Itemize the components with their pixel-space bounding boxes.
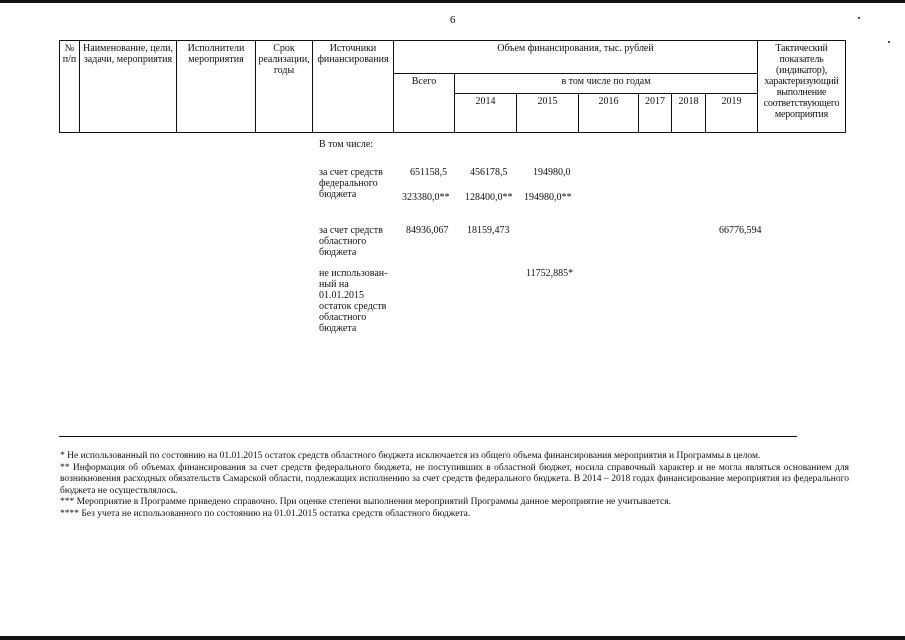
financing-table-header xyxy=(59,40,846,133)
federal-2015: 194980,0 xyxy=(533,167,571,178)
federal-label: за счет средств федерального бюджета xyxy=(319,167,383,200)
regional-2019: 66776,594 xyxy=(719,225,762,236)
scan-speck xyxy=(888,41,890,43)
col-sources: Источники финансирования xyxy=(313,41,394,133)
col-volume: Объем финансирования, тыс. рублей xyxy=(394,41,758,74)
footnote-rule xyxy=(59,436,797,437)
footnote-1: * Не использованный по состоянию на 01.01.2015 остаток средств областного бюджета исключается из общего объема финансирования мероприятия и Программы в целом. xyxy=(60,451,761,461)
col-term: Срок реализации, годы xyxy=(256,41,313,133)
col-num: № п/п xyxy=(60,41,80,133)
footnote-4: **** Без учета не использованного по состоянию на 01.01.2015 остатка средств областного бюджета. xyxy=(60,508,471,519)
federal-2014: 456178,5 xyxy=(470,167,508,178)
col-by-years: в том числе по годам xyxy=(455,74,758,94)
col-year-2015: 2015 xyxy=(517,94,579,133)
footnote-2: ** Информация об объемах финансирования за счет средств федерального бюджета, не поступивших в областной бюджет, носила справочный характер и не могла являться основанием для возникновения расходных обязательств Самарской области, подлежащих исполнению за счет средств федерального бюджета. В 2014 – 2018 годах финансирование мероприятия из федерального бюджета не осуществлялось. xyxy=(60,462,849,496)
footnote-3: *** Мероприятие в Программе приведено справочно. При оценке степени выполнения мероприятий Программы данное мероприятие не учитывается. xyxy=(60,497,671,508)
col-year-2018: 2018 xyxy=(672,94,706,133)
col-total: Всего xyxy=(394,74,455,133)
federal-total-alt: 323380,0** xyxy=(402,192,450,203)
regional-2014: 18159,473 xyxy=(467,225,510,236)
federal-2014-alt: 128400,0** xyxy=(465,192,513,203)
col-name: Наименование, цели, задачи, мероприятия xyxy=(80,41,177,133)
col-executors: Исполнители мероприятия xyxy=(177,41,256,133)
federal-2015-alt: 194980,0** xyxy=(524,192,572,203)
scan-speck xyxy=(858,17,860,19)
col-year-2017: 2017 xyxy=(639,94,672,133)
unused-2015: 11752,885* xyxy=(526,268,574,279)
regional-label: за счет средств областного бюджета xyxy=(319,225,383,258)
regional-total: 84936,067 xyxy=(406,225,449,236)
including-label: В том числе: xyxy=(319,139,374,150)
scan-border-bottom xyxy=(0,636,905,640)
col-year-2014: 2014 xyxy=(455,94,517,133)
col-year-2016: 2016 xyxy=(579,94,639,133)
unused-label: не использован-ный на 01.01.2015 остаток средств областного бюджета xyxy=(319,268,388,334)
col-year-2019: 2019 xyxy=(706,94,758,133)
col-indicator: Тактический показатель (индикатор), характеризующий выполнение соответствующего мероприятия xyxy=(758,41,846,133)
federal-total: 651158,5 xyxy=(410,167,448,178)
footnotes xyxy=(60,451,849,521)
scan-border-top xyxy=(0,0,905,3)
page-number: 6 xyxy=(450,14,456,26)
